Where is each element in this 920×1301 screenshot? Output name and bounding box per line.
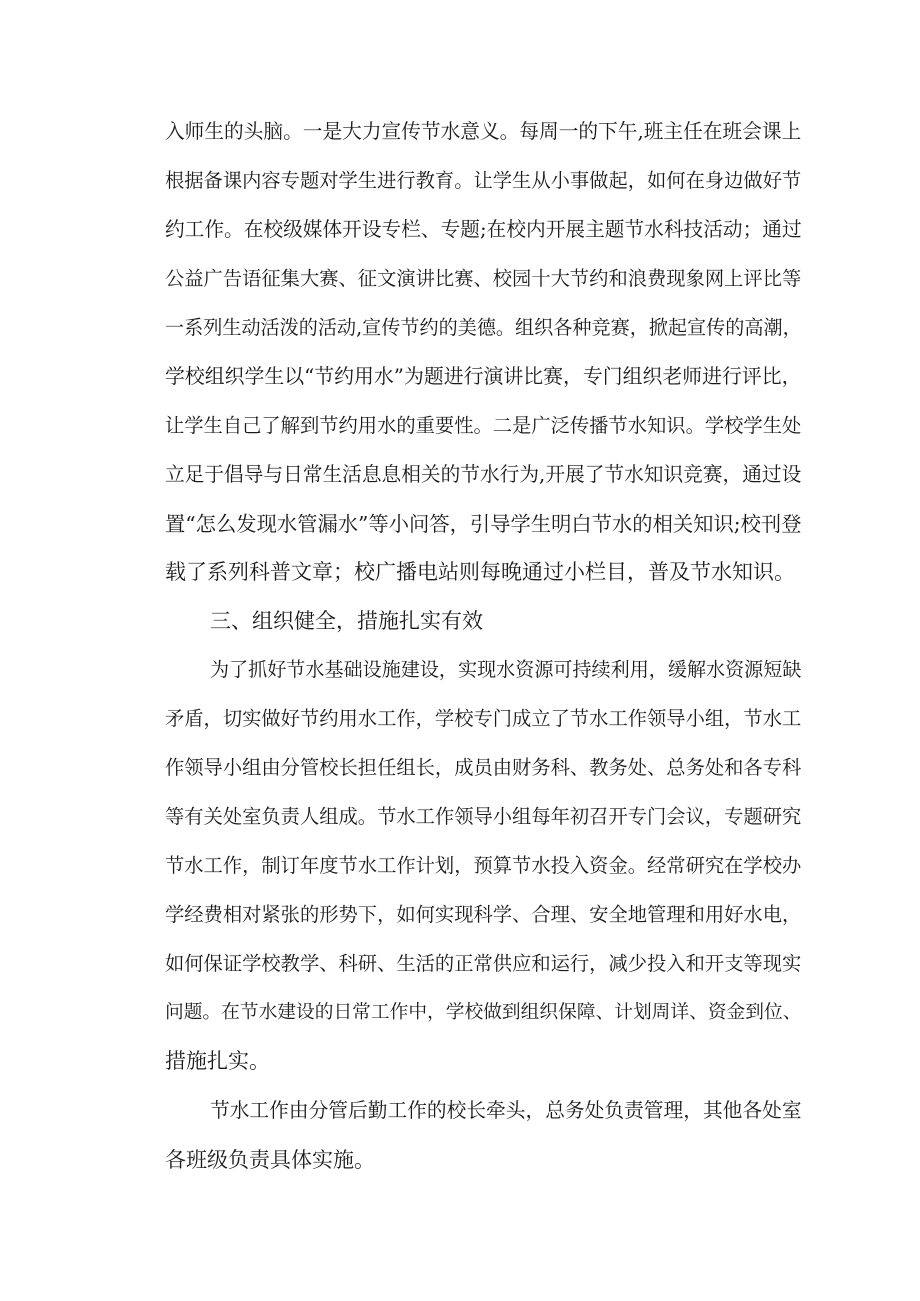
text-line: 问题。在节水建设的日常工作中，学校做到组织保障、计划周详、资金到位、 xyxy=(165,1002,802,1023)
text-line: 如何保证学校教学、科研、生活的正常供应和运行，减少投入和开支等现实 xyxy=(165,952,802,975)
text-line: 置“怎么发现水管漏水”等小问答，引导学生明白节水的相关知识;校刊登 xyxy=(165,512,802,536)
text-line: 根据备课内容专题对学生进行教育。让学生从小事做起，如何在身边做好节 xyxy=(165,169,802,192)
text-line: 等有关处室负责人组成。节水工作领导小组每年初召开专门会议，专题研究 xyxy=(165,805,802,828)
text-line: 矛盾，切实做好节约用水工作，学校专门成立了节水工作领导小组，节水工 xyxy=(165,707,802,730)
text-line: 措施扎实。 xyxy=(165,1049,270,1073)
text-line: 学校组织学生以“节约用水”为题进行演讲比赛，专门组织老师进行评比， xyxy=(165,365,802,388)
text-line: 节水工作，制订年度节水工作计划，预算节水投入资金。经常研究在学校办 xyxy=(165,854,802,877)
text-line: 让学生自己了解到节约用水的重要性。二是广泛传播节水知识。学校学生处 xyxy=(165,414,802,437)
text-line: 公益广告语征集大赛、征文演讲比赛、校园十大节约和浪费现象网上评比等 xyxy=(165,267,802,290)
text-line: 节水工作由分管后勤工作的校长牵头，总务处负责管理，其他各处室 xyxy=(210,1099,802,1122)
text-line: 为了抓好节水基础设施建设，实现水资源可持续利用，缓解水资源短缺 xyxy=(210,658,802,681)
text-line: 各班级负责具体实施。 xyxy=(165,1148,375,1172)
text-line: 入师生的头脑。一是大力宣传节水意义。每周一的下午,班主任在班会课上 xyxy=(165,120,802,143)
text-line: 学经费相对紧张的形势下，如何实现科学、合理、安全地管理和用好水电， xyxy=(165,903,802,926)
text-line: 作领导小组由分管校长担任组长，成员由财务科、教务处、总务处和各专科 xyxy=(165,756,802,779)
text-line: 载了系列科普文章；校广播电站则每晚通过小栏目，普及节水知识。 xyxy=(165,560,795,584)
text-line: 约工作。在校级媒体开设专栏、专题;在校内开展主题节水科技活动；通过 xyxy=(165,218,802,241)
section-heading: 三、组织健全，措施扎实有效 xyxy=(210,609,483,633)
text-line: 一系列生动活泼的活动,宣传节约的美德。组织各种竞赛，掀起宣传的高潮， xyxy=(165,316,802,339)
text-line: 立足于倡导与日常生活息息相关的节水行为,开展了节水知识竞赛，通过设 xyxy=(165,463,802,486)
